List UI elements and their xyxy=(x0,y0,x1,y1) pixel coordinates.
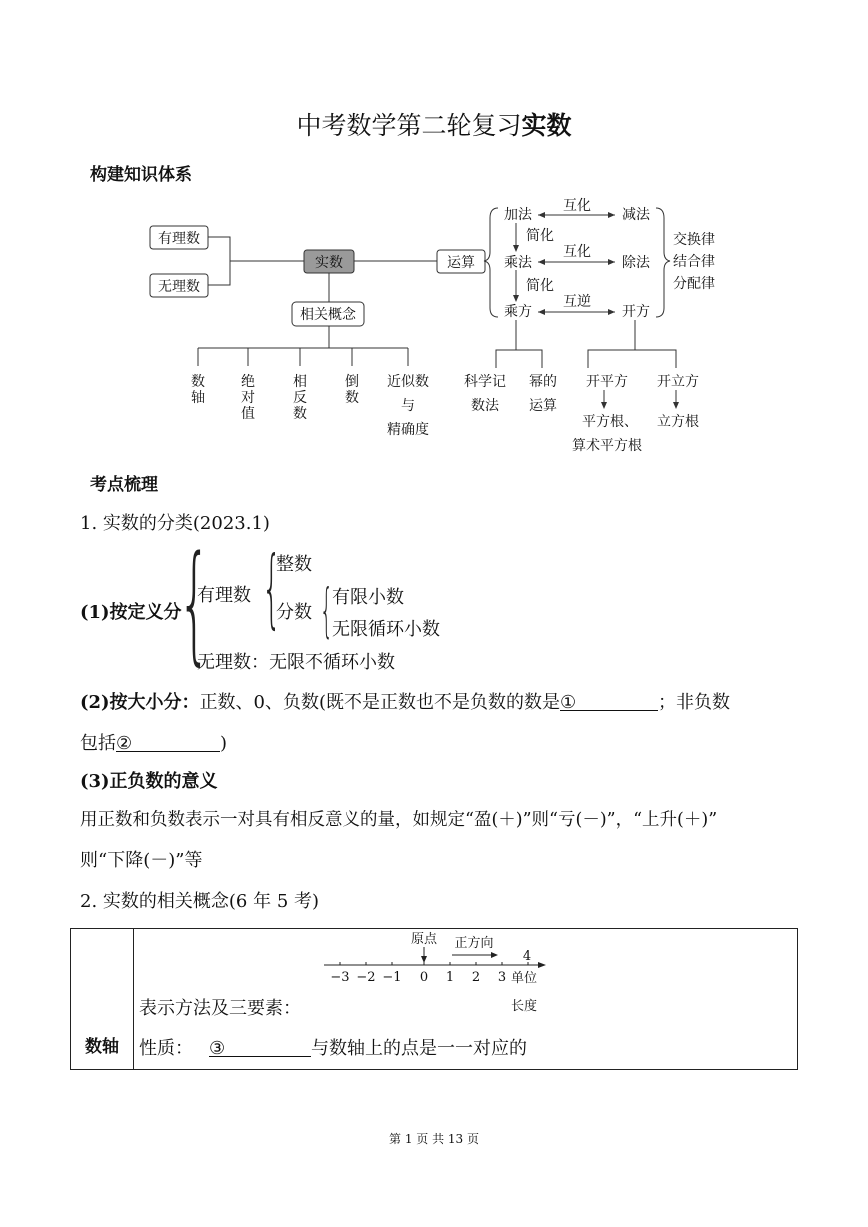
tick-label-neg2: −2 xyxy=(356,970,376,985)
svg-text:轴: 轴 xyxy=(191,390,205,406)
concept-reciprocal xyxy=(345,374,359,406)
unit-line-2: 长度 xyxy=(510,999,538,1014)
direction-label: 正方向 xyxy=(454,936,494,951)
svg-text:对: 对 xyxy=(241,390,255,406)
blank-2[interactable]: ② xyxy=(116,733,220,752)
mutual-label-1: 互化 xyxy=(563,198,591,214)
root-label: 开方 xyxy=(622,304,650,320)
sci-line-2: 数法 xyxy=(471,398,499,414)
finite-decimal: 有限小数 xyxy=(332,587,404,608)
div-label: 除法 xyxy=(622,255,650,271)
arith-root-label: 算术平方根 xyxy=(572,438,642,454)
square-root-label: 平方根、 xyxy=(582,414,638,430)
blank-3[interactable]: ③ xyxy=(209,1038,311,1057)
page-title: 中考数学第二轮复习实数 xyxy=(296,111,572,140)
item-1-heading: 1. 实数的分类(2023.1) xyxy=(80,513,270,534)
item-2-heading: 2. 实数的相关概念(6 年 5 考) xyxy=(80,891,320,912)
law-associative: 结合律 xyxy=(673,254,715,270)
integer-class: 整数 xyxy=(276,554,312,575)
meaning-line-1: 用正数和负数表示一对具有相反意义的量，如规定“盈(＋)”则“亏(－)”，“上升(＋)” xyxy=(80,810,718,830)
sci-line-1: 科学记 xyxy=(464,374,506,390)
section-heading-key-points: 考点梳理 xyxy=(90,475,158,495)
property-line: 性质： ③ 与数轴上的点是一一对应的 xyxy=(139,1038,527,1059)
simplify-label-1: 简化 xyxy=(526,228,554,244)
sub-label: 减法 xyxy=(622,207,650,223)
rational-class: 有理数 xyxy=(197,585,251,606)
power-op-line-1: 幂的 xyxy=(529,374,557,390)
sqrt-label: 开平方 xyxy=(586,374,628,390)
meaning-heading: (3)正负数的意义 xyxy=(80,771,218,792)
mul-label: 乘法 xyxy=(504,255,532,271)
row-header-number-line: 数轴 xyxy=(71,929,134,1070)
real-label: 实数 xyxy=(315,255,343,271)
svg-text:数: 数 xyxy=(293,406,307,422)
svg-text:数: 数 xyxy=(345,390,359,406)
power-op-line-2: 运算 xyxy=(529,398,557,414)
tick-label-0: 0 xyxy=(419,970,429,985)
pow-label: 乘方 xyxy=(504,304,532,320)
rational-label: 有理数 xyxy=(158,231,200,247)
tick-label-4: 4 xyxy=(522,949,532,964)
irrational-label: 无理数 xyxy=(158,279,200,295)
svg-text:相: 相 xyxy=(293,374,307,390)
mutual-label-2: 互化 xyxy=(563,244,591,260)
concept-table xyxy=(70,928,798,1070)
tick-label-neg3: −3 xyxy=(330,970,350,985)
inverse-label: 互逆 xyxy=(563,294,591,310)
svg-text:绝: 绝 xyxy=(241,374,255,390)
approx-line-2: 与 xyxy=(401,398,415,414)
simplify-label-2: 简化 xyxy=(526,278,554,294)
irrational-class: 无理数：无限不循环小数 xyxy=(197,652,395,673)
svg-text:数: 数 xyxy=(191,374,205,390)
concept-opposite xyxy=(293,373,307,422)
origin-label: 原点 xyxy=(410,932,438,947)
tick-label-neg1: −1 xyxy=(382,970,402,985)
unit-line-1: 单位 xyxy=(510,971,538,986)
repeating-decimal: 无限循环小数 xyxy=(332,619,440,640)
law-commutative: 交换律 xyxy=(673,232,715,248)
number-line-cell xyxy=(134,929,798,1070)
add-label: 加法 xyxy=(504,207,532,223)
approx-line-1: 近似数 xyxy=(387,374,429,390)
tick-label-3: 3 xyxy=(497,970,507,985)
svg-text:倒: 倒 xyxy=(345,374,359,390)
concepts-label: 相关概念 xyxy=(300,307,356,323)
by-size-line-2: 包括② ) xyxy=(80,733,228,754)
cube-root-label: 立方根 xyxy=(657,414,699,430)
law-distributive: 分配律 xyxy=(673,276,715,292)
knowledge-diagram xyxy=(0,190,868,470)
by-size-line-1: (2)按大小分：正数、0、负数(既不是正数也不是负数的数是① ；非负数 xyxy=(80,692,731,713)
fraction-brace: { xyxy=(320,576,333,644)
blank-1[interactable]: ① xyxy=(560,692,658,711)
representation-text: 表示方法及三要素： xyxy=(139,998,301,1019)
meaning-line-2: 则“下降(－)”等 xyxy=(80,850,203,871)
concept-absolute-value xyxy=(241,374,255,422)
svg-text:反: 反 xyxy=(293,390,307,406)
rational-brace: { xyxy=(262,538,282,638)
page-footer: 第 1 页 共 13 页 xyxy=(389,1132,479,1146)
approx-line-3: 精确度 xyxy=(387,422,429,438)
cbrt-label: 开立方 xyxy=(657,374,699,390)
section-heading-knowledge-system: 构建知识体系 xyxy=(90,165,192,185)
operations-label: 运算 xyxy=(447,255,475,271)
concept-number-line xyxy=(191,373,205,406)
outer-brace: { xyxy=(178,529,211,678)
fraction-class: 分数 xyxy=(276,602,312,623)
svg-text:值: 值 xyxy=(241,406,255,422)
tick-label-2: 2 xyxy=(471,970,481,985)
classify-by-definition: (1)按定义分 xyxy=(80,602,182,623)
tick-label-1: 1 xyxy=(445,970,455,985)
